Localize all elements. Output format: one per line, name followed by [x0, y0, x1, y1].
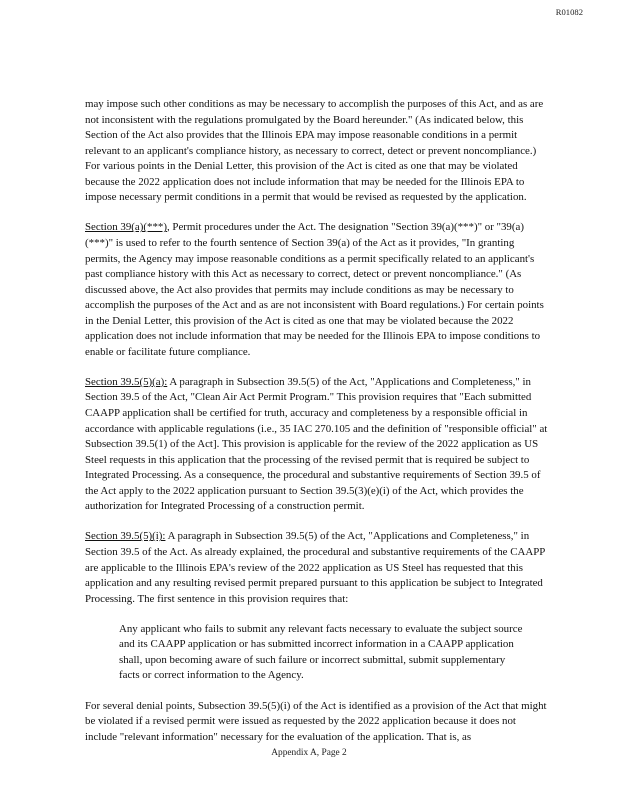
section-heading: Section 39(a)(***)	[85, 221, 167, 234]
section-heading: Section 39.5(5)(a):	[85, 375, 168, 388]
page-footer: Appendix A, Page 2	[271, 748, 347, 758]
body-text	[85, 97, 548, 760]
paragraph-section-39a	[85, 220, 548, 360]
paragraph-text: A paragraph in Subsection 39.5(5) of the Act, "Applications and Completeness," in Section 39.5 of the Act, "Clean Air Act Permit Program." This provision requires that "Each submitted CAAPP application shall be certified for truth, accuracy and completeness by a responsible official in accordance with applicable regulations (i.e., 35 IAC 270.105 and the definition of "responsible official" at Subsection 39.5(1) of the Act]. This provision is applicable for the review of the 2022 application as US Steel requests in this application that the processing of the revised permit that is required be subject to Integrated Processing. As a consequence, the procedural and substantive requirements of Section 39.5 of the Act apply to the 2022 application pursuant to Section 39.5(3)(e)(i) of the Act, which provides the authorization for Integrated Processing of a construction permit.	[85, 375, 548, 513]
quote-text: Any applicant who fails to submit any relevant facts necessary to evaluate the subject source and its CAAPP application or has submitted incorrect information in a CAAPP application shall, upon becoming aware of such failure or incorrect submittal, submit supplementary facts or correct information to the Agency.	[119, 622, 523, 682]
document-id: R01082	[555, 7, 583, 17]
block-quote	[85, 622, 548, 684]
paragraph-text: A paragraph in Subsection 39.5(5) of the Act, "Applications and Completeness," in Section 39.5 of the Act. As already explained, the procedural and substantive requirements of the CAAPP are applicable to the Illinois EPA's review of the 2022 application as US Steel has requested that this application and any resulting revised permit prepared pursuant to this application be subject to Integrated Processing. The first sentence in this provision requires that:	[85, 530, 545, 605]
section-heading: Section 39.5(5)(i):	[85, 530, 166, 543]
paragraph	[85, 97, 548, 206]
paragraph-section-39-5-5-i	[85, 529, 548, 607]
paragraph-text: , Permit procedures under the Act. The designation "Section 39(a)(***)" or "39(a)(***)" is used to refer to the fourth sentence of Section 39(a) of the Act as it provides, "In granting permits, the Agency may impose reasonable conditions as a permit specifically related to an applicant's past compliance history with this Act as necessary to correct, detect or prevent noncompliance." (As discussed above, the Act also provides that permits may include conditions as may be necessary to accomplish the purposes of the Act and as are not inconsistent with Board regulations.) For certain points in the Denial Letter, this provision of the Act is cited as one that may be violated because the 2022 application does not include information that may be needed for the Illinois EPA to impose conditions to enable or facilitate future compliance.	[85, 221, 544, 358]
paragraph-text: may impose such other conditions as may be necessary to accomplish the purposes of this Act, and as are not inconsistent with the regulations promulgated by the Board hereunder." (As indicated below, this Section of the Act also provides that the Illinois EPA may impose reasonable conditions in a permit relevant to an applicant's compliance history, as necessary to correct, detect or prevent noncompliance.) For various points in the Denial Letter, this provision of the Act is cited as one that may be violated because the 2022 application does not include information that may be needed for the Illinois EPA to impose necessary permit conditions in a permit that would be revised as requested by the application.	[85, 98, 544, 204]
paragraph-section-39-5-5-a	[85, 375, 548, 515]
paragraph-text: For several denial points, Subsection 39.5(5)(i) of the Act is identified as a provision of the Act that might be violated if a revised permit were issued as requested by the 2022 application because it does not include "relevant information" necessary for the evaluation of the application. That is, as	[85, 699, 547, 743]
paragraph	[85, 699, 548, 746]
